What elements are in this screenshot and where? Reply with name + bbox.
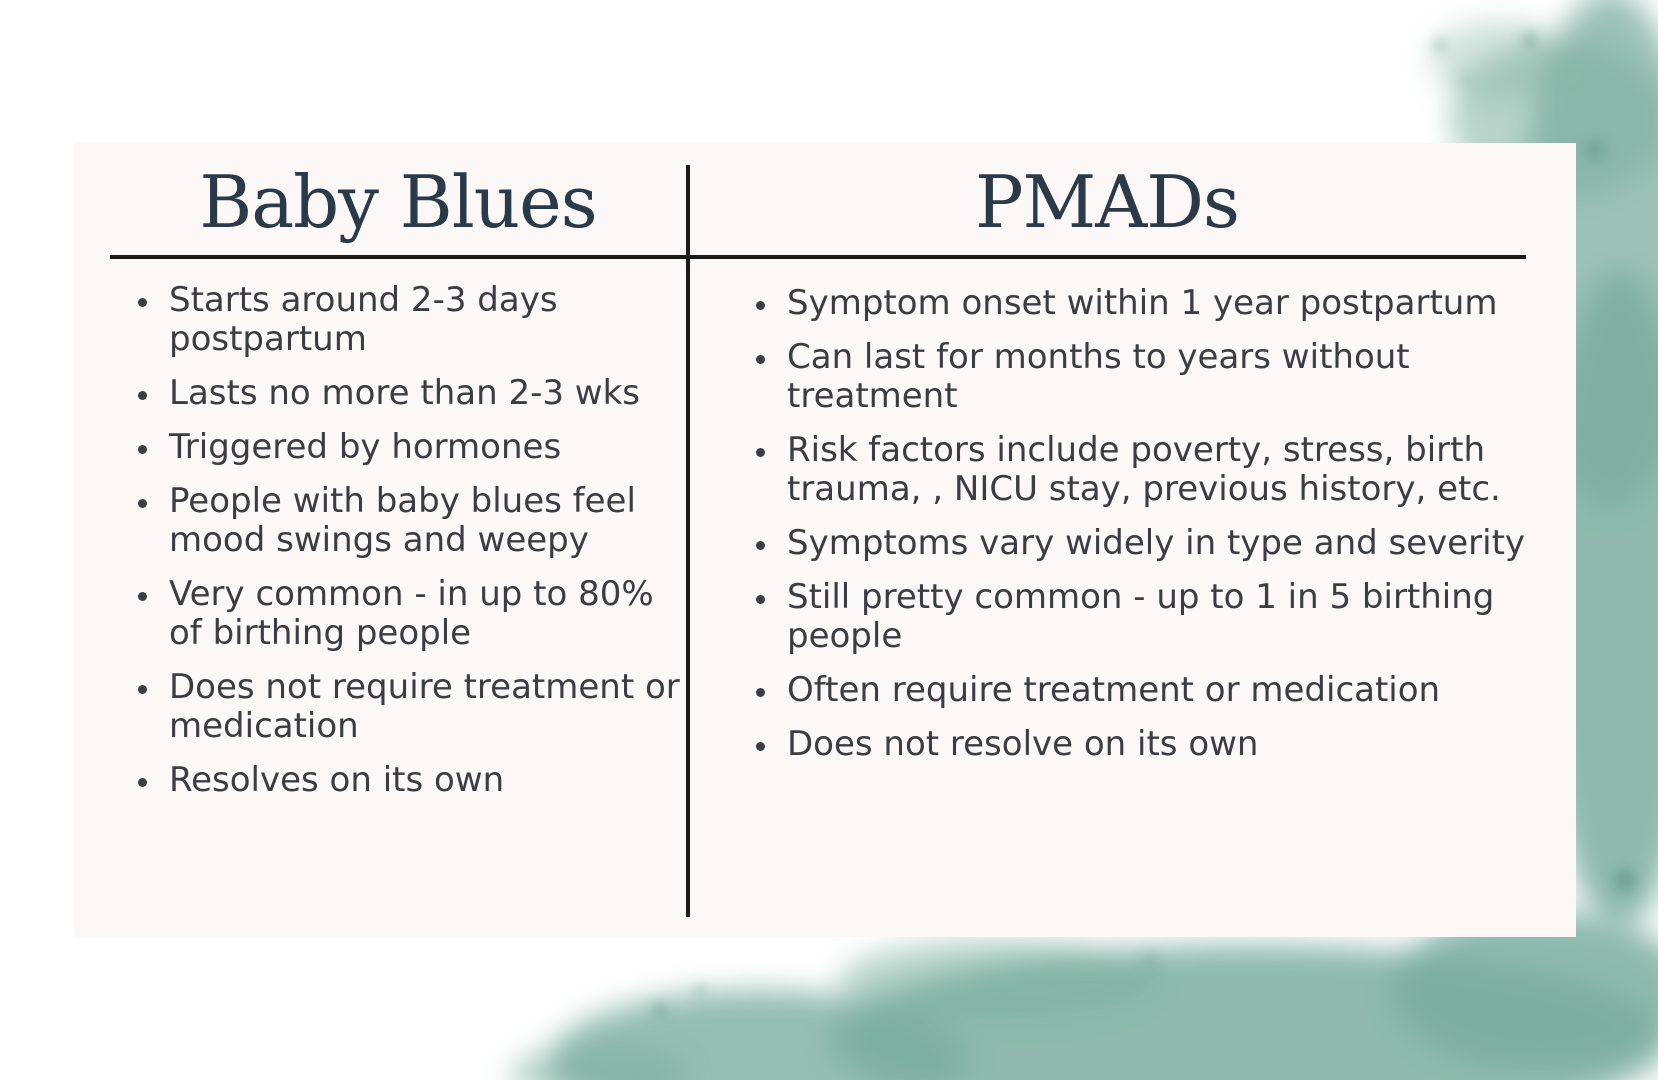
- list-item: [754, 578, 1564, 656]
- bullet-icon: [756, 448, 765, 457]
- pmads-list: [754, 284, 1564, 779]
- list-item: [754, 284, 1564, 323]
- list-item-text: Very common - in up to 80% of birthing people: [169, 574, 654, 653]
- baby-blues-title: Baby Blues: [199, 160, 597, 244]
- bullet-icon: [756, 541, 765, 550]
- list-item: [754, 671, 1564, 710]
- list-item-text: Starts around 2-3 days postpartum: [169, 280, 558, 359]
- list-item-text: Risk factors include poverty, stress, birth trauma, , NICU stay, previous history, etc.: [787, 430, 1501, 509]
- list-item-text: Symptom onset within 1 year postpartum: [787, 283, 1498, 323]
- list-item-text: Often require treatment or medication: [787, 670, 1441, 710]
- bullet-icon: [756, 355, 765, 364]
- column-divider: [686, 165, 690, 917]
- list-item: [136, 374, 686, 413]
- list-item: [136, 668, 686, 746]
- list-item-text: Symptoms vary widely in type and severity: [787, 523, 1526, 563]
- list-item: [754, 338, 1564, 416]
- list-item-text: Does not resolve on its own: [787, 724, 1259, 764]
- pmads-title: PMADs: [975, 160, 1239, 244]
- baby-blues-list: [136, 281, 686, 815]
- bullet-icon: [138, 391, 147, 400]
- header-divider: [110, 255, 1526, 259]
- bullet-icon: [138, 592, 147, 601]
- bullet-icon: [756, 742, 765, 751]
- bullet-icon: [756, 595, 765, 604]
- list-item: [136, 761, 686, 800]
- list-item: [136, 428, 686, 467]
- list-item-text: Lasts no more than 2-3 wks: [169, 373, 641, 413]
- bullet-icon: [756, 688, 765, 697]
- list-item-text: Can last for months to years without treatment: [787, 337, 1410, 416]
- list-item: [754, 524, 1564, 563]
- list-item-text: Resolves on its own: [169, 760, 505, 800]
- list-item-text: Still pretty common - up to 1 in 5 birthing people: [787, 577, 1495, 656]
- list-item-text: Triggered by hormones: [169, 427, 562, 467]
- bullet-icon: [138, 778, 147, 787]
- list-item: [754, 725, 1564, 764]
- list-item-text: People with baby blues feel mood swings and weepy: [169, 481, 636, 560]
- bullet-icon: [138, 685, 147, 694]
- bullet-icon: [756, 301, 765, 310]
- list-item: [136, 575, 686, 653]
- list-item: [754, 431, 1564, 509]
- bullet-icon: [138, 445, 147, 454]
- list-item-text: Does not require treatment or medication: [169, 667, 680, 746]
- list-item: [136, 281, 686, 359]
- bullet-icon: [138, 298, 147, 307]
- comparison-card: [74, 143, 1576, 937]
- bullet-icon: [138, 499, 147, 508]
- list-item: [136, 482, 686, 560]
